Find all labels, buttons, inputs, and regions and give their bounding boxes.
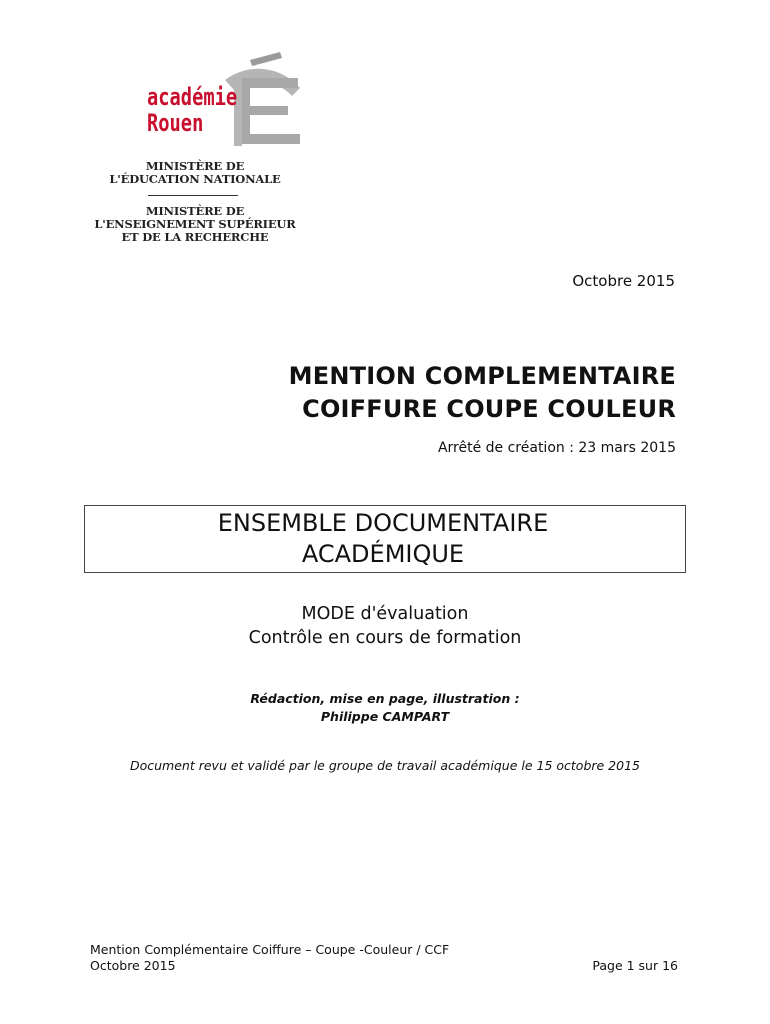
creation-decree: Arrêté de création : 23 mars 2015 [437,440,676,456]
ministry-higher-line: MINISTÈRE DE [145,204,245,218]
academie-rouen-logo [130,50,310,150]
validation-note: Document revu et validé par le groupe de travail académique le 15 octobre 2015 [129,758,640,773]
box-title-line: ENSEMBLE DOCUMENTAIRE [217,509,549,537]
document-type-box [84,505,686,573]
footer-document-name: Mention Complémentaire Coiffure – Coupe -Couleur / CCF [90,942,450,957]
evaluation-mode [0,602,770,650]
document-type-title [85,508,681,570]
credits-role: Rédaction, mise en page, illustration : [250,691,520,706]
document-date: Octobre 2015 [572,272,675,290]
ministry-divider [148,195,238,196]
mode-line: MODE d'évaluation [301,604,469,624]
ministry-education [95,160,295,186]
title-line: MENTION COMPLEMENTAIRE [288,362,676,390]
logo-line-academie: académie [147,83,238,111]
ministry-higher-education [90,205,300,244]
mode-line: Contrôle en cours de formation [248,628,522,648]
ministry-education-line: L'ÉDUCATION NATIONALE [109,172,281,186]
credits-author: Philippe CAMPART [320,709,450,724]
ministry-education-line: MINISTÈRE DE [145,159,245,173]
title-line: COIFFURE COUPE COULEUR [302,395,676,423]
footer-date: Octobre 2015 [90,958,176,973]
page-title [116,360,676,426]
footer-page-number: Page 1 sur 16 [592,958,678,973]
credits [0,690,770,726]
ministry-higher-line: L'ENSEIGNEMENT SUPÉRIEUR [94,217,296,231]
logo-line-rouen: Rouen [147,109,204,137]
box-title-line: ACADÉMIQUE [301,540,465,568]
ministry-higher-line: ET DE LA RECHERCHE [121,230,269,244]
